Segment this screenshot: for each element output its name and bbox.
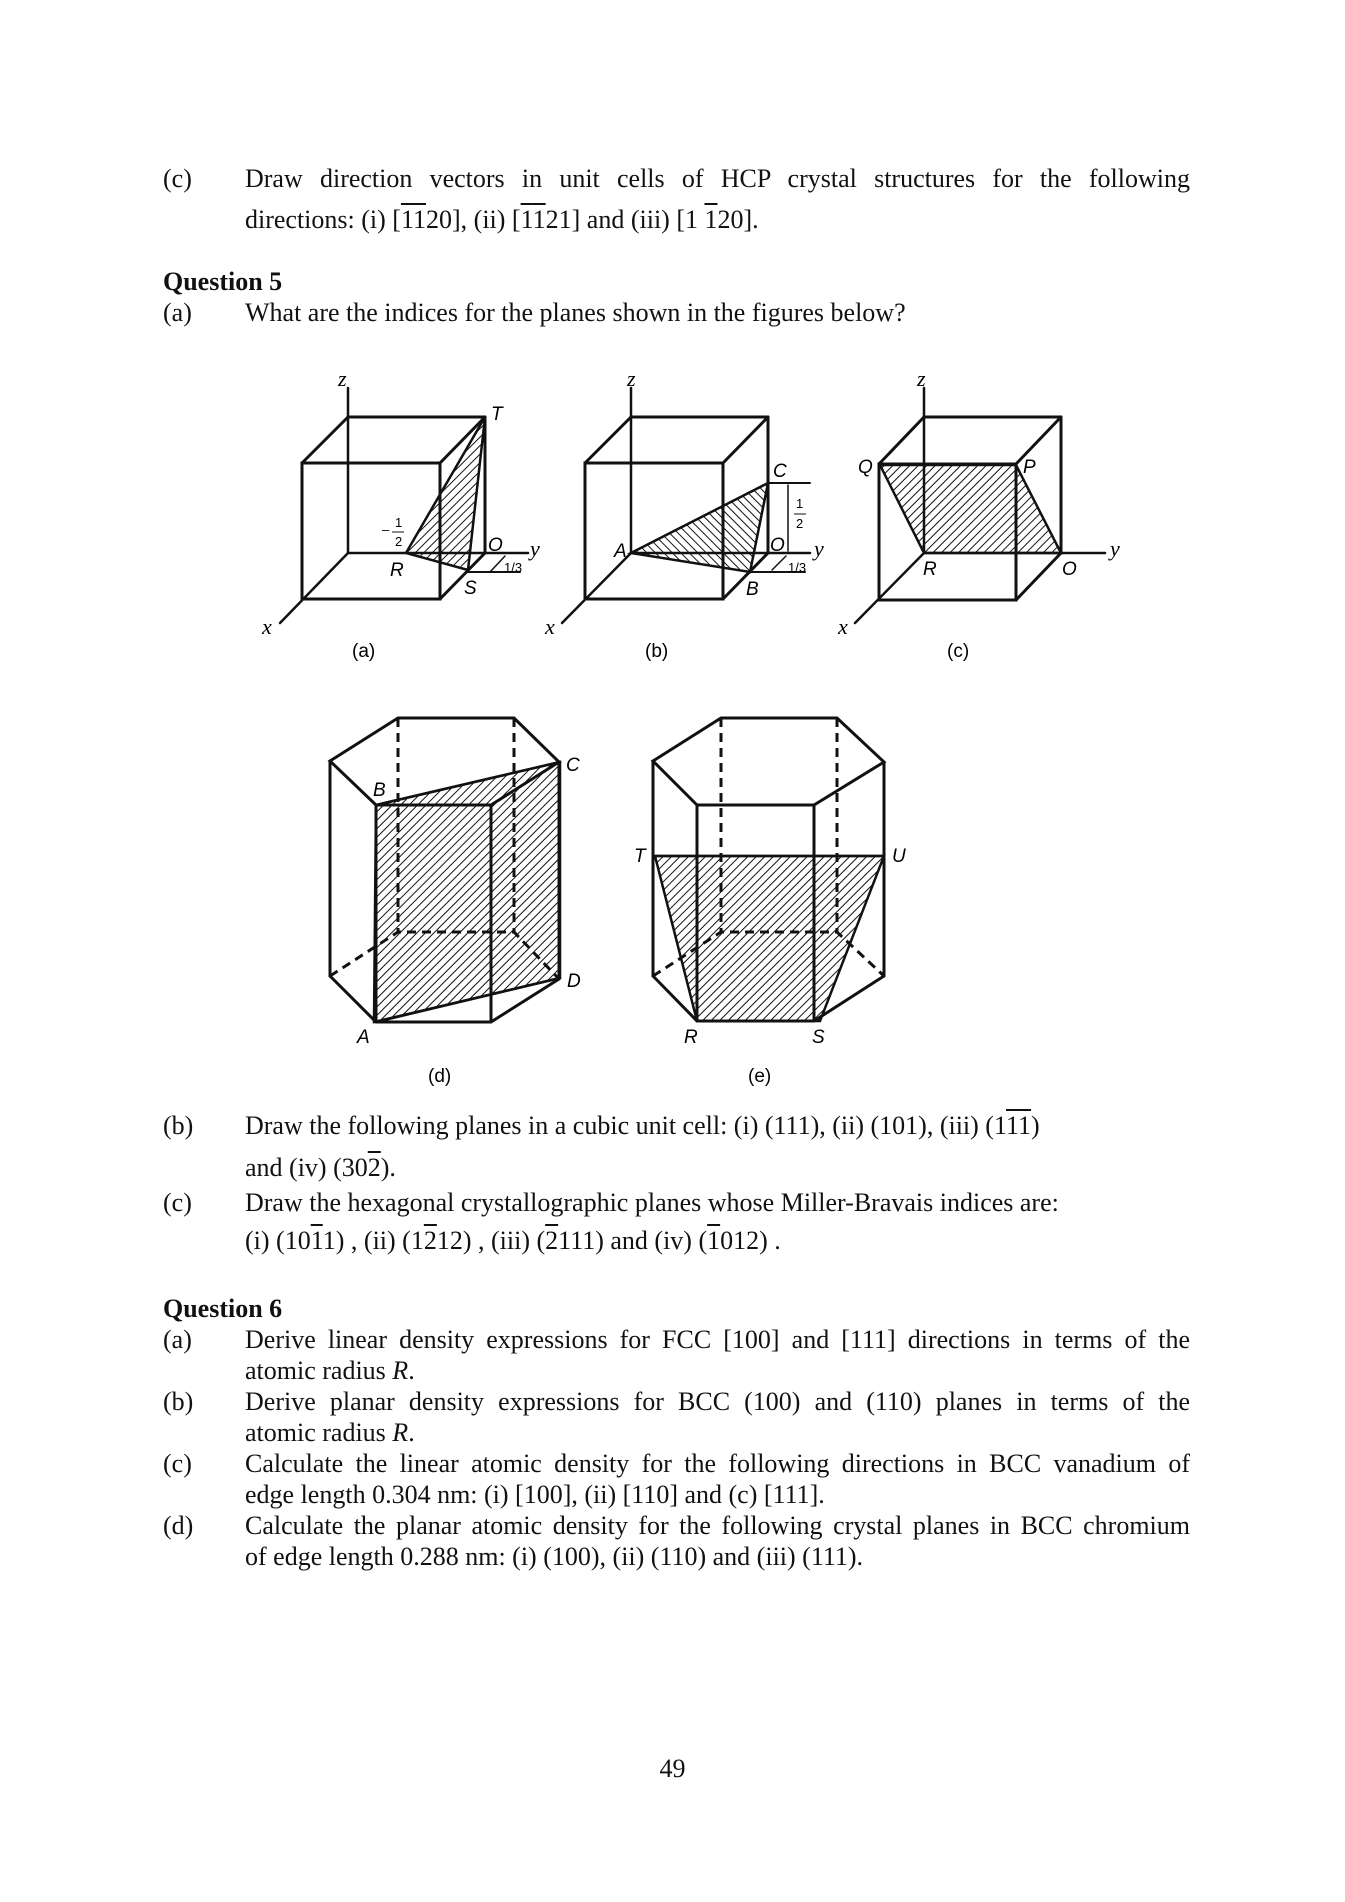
svg-text:S: S <box>464 578 477 599</box>
svg-text:(c): (c) <box>947 641 970 662</box>
q6d-line1: Calculate the planar atomic density for the following crystal planes in BCC chromium <box>245 1511 1190 1540</box>
svg-text:A: A <box>357 1027 370 1048</box>
q5b-text: ) <box>1031 1111 1040 1140</box>
svg-text:–: – <box>382 522 390 537</box>
q6d-line2: of edge length 0.288 nm: (i) (100), (ii) (110) and (iii) (111). <box>245 1542 864 1571</box>
svg-text:1: 1 <box>395 515 403 530</box>
svg-text:T: T <box>634 846 646 867</box>
z-axis-label: z <box>338 366 347 391</box>
bar-digit: 1 <box>520 205 533 234</box>
q4c-text: directions: (i) [ <box>245 205 401 234</box>
svg-text:O: O <box>770 535 785 556</box>
svg-text:(b): (b) <box>645 641 669 662</box>
bar-digit: 1 <box>413 205 426 234</box>
bar-digit: 1 <box>400 205 413 234</box>
x-axis-label: x <box>262 614 272 639</box>
svg-text:T: T <box>491 404 503 425</box>
q6a-text: atomic radius <box>245 1356 393 1385</box>
svg-text:R: R <box>684 1027 698 1048</box>
q5c-label: (c) <box>163 1188 192 1217</box>
q5b-text: and (iv) (30 <box>245 1153 368 1182</box>
svg-text:R: R <box>923 559 937 580</box>
q5c-line2 <box>245 1228 781 1254</box>
bar-digit: 1 <box>707 1226 721 1255</box>
q5c-text: 12) , (iii) ( <box>436 1226 546 1255</box>
svg-text:O: O <box>488 535 503 556</box>
figure-c-cube <box>830 360 1150 670</box>
q4c-line2 <box>245 207 759 233</box>
q5b-line2 <box>245 1155 396 1181</box>
variable-R: R <box>392 1418 409 1447</box>
question-6-heading: Question 6 <box>163 1294 283 1323</box>
svg-text:1: 1 <box>796 496 804 511</box>
figure-e-hexagonal-prism <box>620 700 920 1100</box>
q5c-text: (i) (10 <box>245 1226 311 1255</box>
q5c-line1: Draw the hexagonal crystallographic planes whose Miller-Bravais indices are: <box>245 1188 1059 1217</box>
svg-text:2: 2 <box>796 516 804 531</box>
svg-text:2: 2 <box>395 534 403 549</box>
svg-text:1/3: 1/3 <box>788 560 807 575</box>
bar-digit: 1 <box>532 205 546 234</box>
svg-text:C: C <box>773 461 787 482</box>
page-number: 49 <box>659 1754 686 1783</box>
svg-text:U: U <box>892 846 906 867</box>
digit: 20 <box>717 205 744 234</box>
q4c-line1: Draw direction vectors in unit cells of HCP crystal structures for the following <box>245 164 1190 193</box>
y-axis-label: y <box>530 536 540 561</box>
q5c-text: 1) , (ii) (1 <box>322 1226 424 1255</box>
svg-text:S: S <box>812 1027 825 1048</box>
q6d-label: (d) <box>163 1511 194 1540</box>
q5c-text: 111) and (iv) ( <box>558 1226 708 1255</box>
q5b-text: ). <box>380 1153 396 1182</box>
variable-R: R <box>392 1356 409 1385</box>
q4c-text: ], (ii) [ <box>452 205 521 234</box>
q6b-line2 <box>245 1420 415 1446</box>
svg-text:C: C <box>566 755 580 776</box>
bar-digit: 11 <box>1006 1111 1032 1140</box>
q4c-text: ]. <box>743 205 759 234</box>
q6a-text: . <box>408 1356 415 1385</box>
svg-text:P: P <box>1023 457 1036 478</box>
q6c-label: (c) <box>163 1449 192 1478</box>
bar-digit: 1 <box>704 205 718 234</box>
q5c-text: 012) . <box>720 1226 781 1255</box>
q6a-line1: Derive linear density expressions for FCC [100] and [111] directions in terms of the <box>245 1325 1190 1354</box>
figure-a-cube <box>250 360 570 670</box>
svg-text:B: B <box>373 780 386 801</box>
q6b-line1: Derive planar density expressions for BCC (100) and (110) planes in terms of the <box>245 1387 1190 1416</box>
q4c-text: ] and (iii) [1 <box>571 205 705 234</box>
q5a-label: (a) <box>163 298 192 327</box>
svg-text:Q: Q <box>858 457 873 478</box>
q6b-label: (b) <box>163 1387 194 1416</box>
svg-text:z: z <box>627 366 636 391</box>
svg-text:R: R <box>390 560 404 581</box>
bar-digit: 2 <box>367 1153 381 1182</box>
svg-text:1/3: 1/3 <box>504 560 523 575</box>
svg-text:A: A <box>614 541 627 562</box>
svg-text:z: z <box>917 366 926 391</box>
q6b-text: . <box>408 1418 415 1447</box>
figure-a-caption: (a) <box>352 641 376 662</box>
digit: 21 <box>545 205 572 234</box>
q5b-line1 <box>245 1113 1040 1139</box>
question-5-heading: Question 5 <box>163 267 283 296</box>
svg-text:y: y <box>814 536 824 561</box>
q6b-text: atomic radius <box>245 1418 393 1447</box>
q5a-text: What are the indices for the planes shown in the figures below? <box>245 298 906 327</box>
q5b-text: Draw the following planes in a cubic unit cell: (i) (111), (ii) (101), (iii) (1 <box>245 1111 1006 1140</box>
svg-text:x: x <box>545 614 555 639</box>
figure-d-hexagonal-prism <box>310 700 610 1100</box>
svg-text:(d): (d) <box>428 1066 452 1087</box>
svg-text:D: D <box>567 971 581 992</box>
svg-text:y: y <box>1110 536 1120 561</box>
bar-digit: 2 <box>423 1226 437 1255</box>
q5b-label: (b) <box>163 1111 194 1140</box>
svg-text:B: B <box>746 579 759 600</box>
q6a-label: (a) <box>163 1325 192 1354</box>
bar-digit: 2 <box>545 1226 559 1255</box>
svg-text:O: O <box>1062 559 1077 580</box>
bar-digit: 1 <box>310 1226 323 1255</box>
q6c-line1: Calculate the linear atomic density for the following directions in BCC vanadium of <box>245 1449 1190 1478</box>
svg-text:x: x <box>838 614 848 639</box>
figure-b-cube <box>540 360 860 670</box>
digit: 20 <box>426 205 452 234</box>
svg-text:(e): (e) <box>748 1066 772 1087</box>
q6c-line2: edge length 0.304 nm: (i) [100], (ii) [110] and (c) [111]. <box>245 1480 825 1509</box>
q6a-line2 <box>245 1358 415 1384</box>
q4c-label: (c) <box>163 164 192 193</box>
